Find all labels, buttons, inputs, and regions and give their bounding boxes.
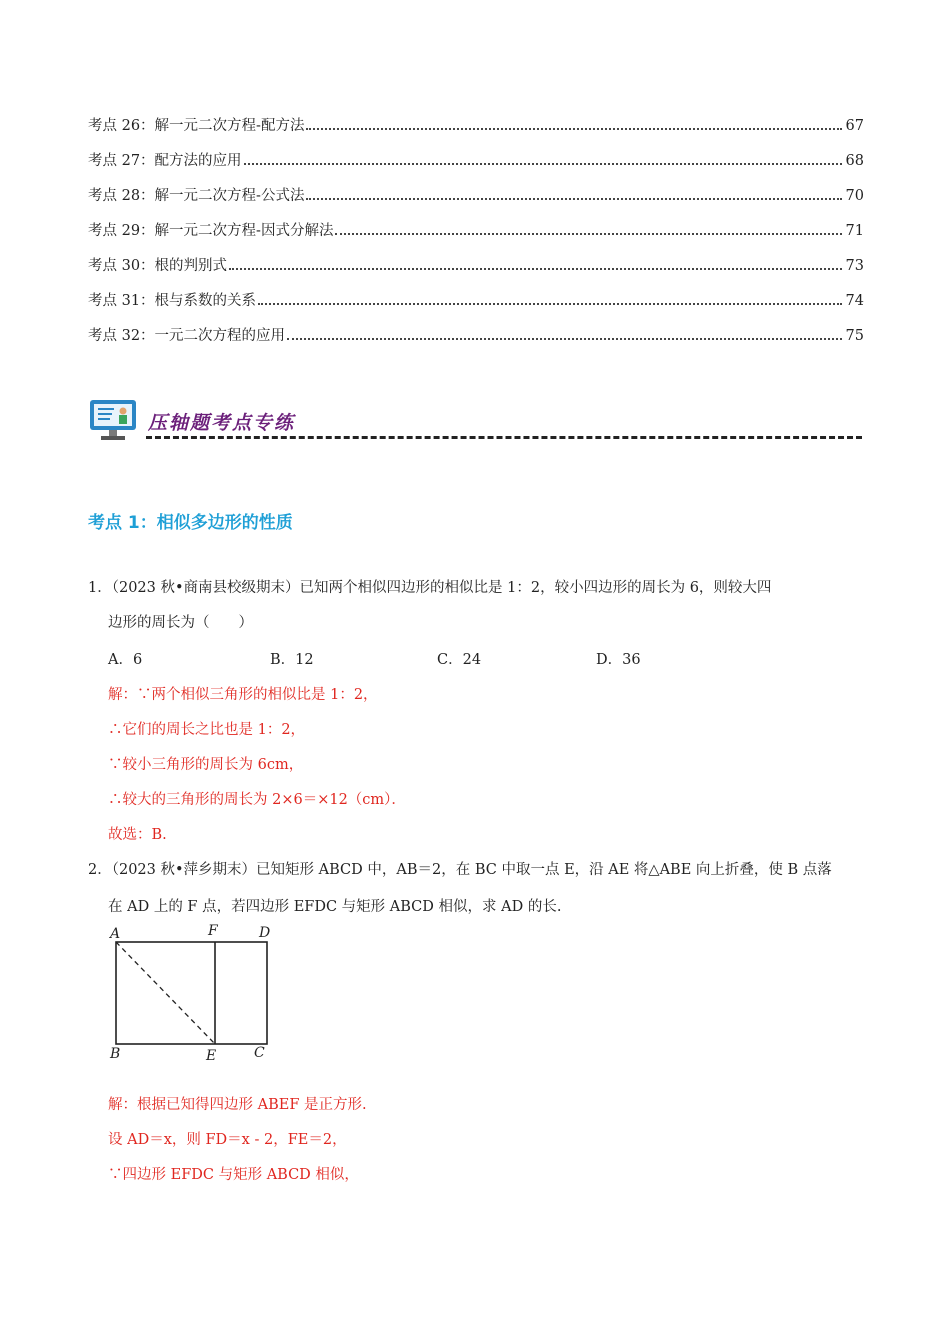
toc-entry[interactable]	[88, 219, 864, 254]
table-of-contents	[88, 114, 864, 359]
option-b: B．12	[270, 652, 314, 668]
label-b: B	[110, 1046, 121, 1062]
label-c: C	[254, 1045, 265, 1061]
toc-entry-title: 考点 32：一元二次方程的应用	[88, 328, 286, 344]
option-c: C．24	[437, 652, 482, 668]
toc-entry-page: 74	[845, 293, 864, 309]
toc-leader-dots	[229, 267, 841, 270]
question-2-text: 2．（2023 秋•萍乡期末）已知矩形 ABCD 中，AB＝2，在 BC 中取一点 E，沿 AE 将△ABE 向上折叠，使 B 点落	[88, 862, 832, 878]
monitor-teacher-icon	[88, 398, 138, 442]
label-e: E	[206, 1048, 217, 1064]
option-d: D．36	[596, 652, 641, 668]
option-a: A．6	[108, 652, 143, 668]
solution-line: 解：∵两个相似三角形的相似比是 1：2，	[108, 687, 378, 703]
toc-entry-title: 考点 29：解一元二次方程-因式分解法	[88, 223, 334, 239]
rectangle-abcd	[116, 942, 267, 1044]
toc-leader-dots	[306, 127, 841, 130]
banner-title: 压轴题考点专练	[148, 412, 296, 434]
toc-entry[interactable]	[88, 289, 864, 324]
toc-entry[interactable]	[88, 149, 864, 184]
label-d: D	[259, 925, 271, 941]
label-f: F	[208, 923, 218, 939]
section-banner	[88, 398, 862, 444]
fold-line-ae	[116, 942, 215, 1044]
toc-leader-dots	[306, 197, 841, 200]
toc-entry-page: 67	[845, 118, 864, 134]
solution-answer: 故选：B.	[108, 827, 167, 843]
section-heading: 考点 1：相似多边形的性质	[88, 513, 293, 533]
toc-entry[interactable]	[88, 184, 864, 219]
toc-entry[interactable]	[88, 254, 864, 289]
toc-entry-page: 70	[845, 188, 864, 204]
toc-leader-dots	[258, 302, 841, 305]
toc-entry[interactable]	[88, 114, 864, 149]
toc-leader-dots	[287, 337, 841, 340]
toc-entry-page: 73	[845, 258, 864, 274]
toc-leader-dots	[244, 162, 842, 165]
question-2-text-cont: 在 AD 上的 F 点，若四边形 EFDC 与矩形 ABCD 相似，求 AD 的长.	[108, 899, 562, 915]
solution-line: 设 AD＝x，则 FD＝x - 2，FE＝2，	[108, 1132, 347, 1148]
toc-entry-title: 考点 26：解一元二次方程-配方法	[88, 118, 305, 134]
toc-entry-title: 考点 30：根的判别式	[88, 258, 228, 274]
solution-line: ∵四边形 EFDC 与矩形 ABCD 相似，	[108, 1167, 359, 1183]
question-1-text-cont: 边形的周长为（ ）	[108, 615, 253, 631]
question-1-text: 1．（2023 秋•商南县校级期末）已知两个相似四边形的相似比是 1：2，较小四边形的周长为 6，则较大四	[88, 580, 772, 596]
toc-entry-title: 考点 27：配方法的应用	[88, 153, 242, 169]
toc-entry-page: 71	[845, 223, 864, 239]
solution-line: ∴较大的三角形的周长为 2×6＝×12（cm）．	[108, 792, 406, 808]
solution-line: ∴它们的周长之比也是 1：2，	[108, 722, 306, 738]
label-a: A	[110, 926, 121, 942]
toc-entry-page: 75	[845, 328, 864, 344]
toc-entry-title: 考点 31：根与系数的关系	[88, 293, 257, 309]
solution-line: 解：根据已知得四边形 ABEF 是正方形.	[108, 1097, 367, 1113]
rectangle-fold-figure	[104, 922, 284, 1067]
toc-entry-title: 考点 28：解一元二次方程-公式法	[88, 188, 305, 204]
toc-entry[interactable]	[88, 324, 864, 359]
toc-entry-page: 68	[845, 153, 864, 169]
toc-leader-dots	[335, 232, 841, 235]
banner-divider	[146, 436, 862, 439]
solution-line: ∵较小三角形的周长为 6cm，	[108, 757, 304, 773]
